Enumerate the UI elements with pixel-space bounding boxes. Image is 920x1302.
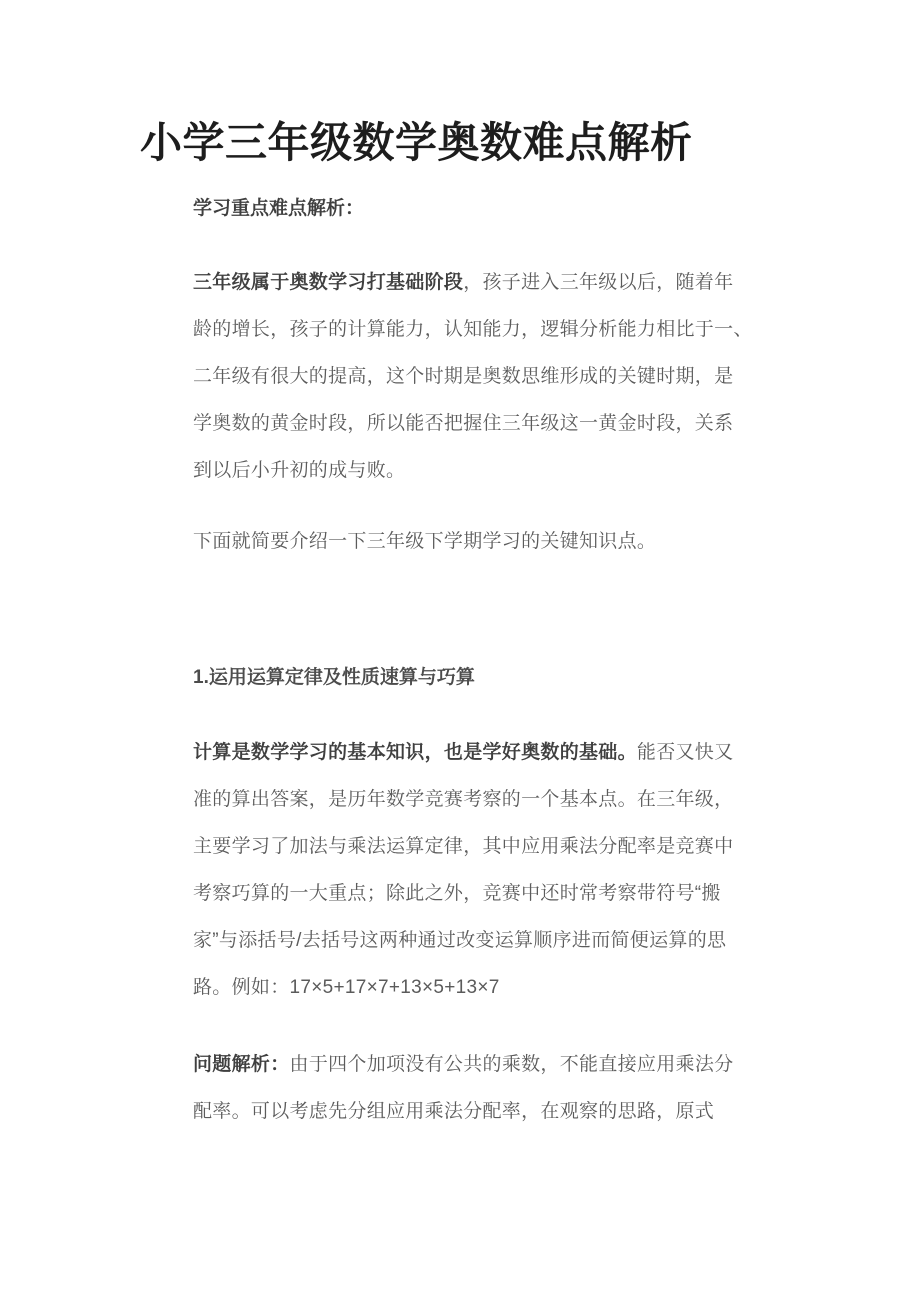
text-run: ，孩子进入三年级以后，随着年 (463, 272, 734, 293)
text-line (193, 1041, 733, 1088)
paragraph-overview (193, 518, 656, 565)
text-line: 配率。可以考虑先分组应用乘法分配率，在观察的思路，原式 (193, 1101, 715, 1122)
text-run: 由于四个加项没有公共的乘数，不能直接应用乘法分 (289, 1054, 734, 1075)
document-title: 小学三年级数学奥数难点解析 (140, 119, 693, 166)
section-1-heading: 1.运用运算定律及性质速算与巧算 (193, 667, 475, 688)
text-line (193, 259, 753, 306)
formula-line: 路。例如：17×5+17×7+13×5+13×7 (193, 977, 500, 998)
text-line: 到以后小升初的成与败。 (193, 460, 406, 481)
paragraph-intro (193, 259, 753, 494)
paragraph-calculation (193, 729, 733, 1011)
text-line: 二年级有很大的提高，这个时期是奥数思维形成的关键时期，是 (193, 366, 734, 387)
bold-run: 计算是数学学习的基本知识，也是学好奥数的基础。 (193, 742, 637, 763)
text-line (193, 729, 733, 776)
text-line: 下面就简要介绍一下三年级下学期学习的关键知识点。 (193, 531, 657, 552)
text-line: 学奥数的黄金时段，所以能否把握住三年级这一黄金时段，关系 (193, 413, 734, 434)
text-line: 龄的增长，孩子的计算能力，认知能力，逻辑分析能力相比于一、 (193, 319, 753, 340)
text-run: 能否又快又 (636, 742, 734, 763)
bold-run: 问题解析： (193, 1054, 290, 1075)
text-line: 家”与添括号/去括号这两种通过改变运算顺序进而简便运算的思 (193, 930, 727, 951)
text-line: 考察巧算的一大重点；除此之外，竞赛中还时常考察带符号“搬 (193, 883, 721, 904)
text-line: 主要学习了加法与乘法运算定律，其中应用乘法分配率是竞赛中 (193, 836, 734, 857)
subhead-key-points: 学习重点难点解析： (193, 198, 365, 219)
text-line: 准的算出答案，是历年数学竞赛考察的一个基本点。在三年级， (193, 789, 734, 810)
bold-run: 三年级属于奥数学习打基础阶段 (193, 272, 464, 293)
paragraph-problem-analysis (193, 1041, 733, 1135)
